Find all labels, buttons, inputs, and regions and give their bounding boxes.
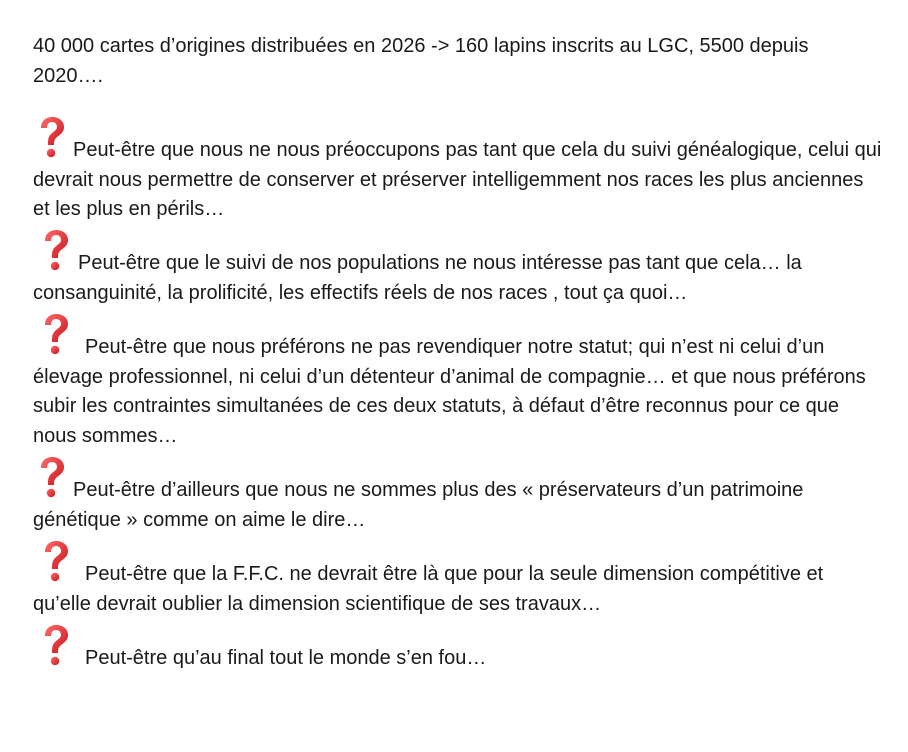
intro-text: 40 000 cartes d’origines distribuées en 2026 -> 160 lapins inscrits au LGC, 5500 depuis 2020…. <box>33 35 809 87</box>
paragraph-3-text: Peut-être que nous préférons ne pas revendiquer notre statut; qui n’est ni celui d’un élevage professionnel, ni celui d’un détenteur d’animal de compagnie… et que nous préférons subir les contraintes simultanées de ces deux statuts, à défaut d’être reconnus pour ce que nous sommes… <box>33 336 866 447</box>
paragraph-1-text: Peut-être que nous ne nous préoccupons pas tant que cela du suivi généalogique, celui qui devrait nous permettre de conserver et préserver intelligemment nos races les plus anciennes et les plus en périls… <box>33 139 882 220</box>
paragraph-4 <box>33 468 883 535</box>
red-question-mark-icon <box>33 468 73 496</box>
paragraph-4-text: Peut-être d’ailleurs que nous ne sommes plus des « préservateurs d’un patrimoine génétique » comme on aime le dire… <box>33 479 804 531</box>
red-question-mark-icon <box>33 636 85 664</box>
paragraph-1 <box>33 128 883 225</box>
red-question-mark-icon <box>33 325 85 353</box>
paragraph-2-text: Peut-être que le suivi de nos populations ne nous intéresse pas tant que cela… la consanguinité, la prolificité, les effectifs réels de nos races , tout ça quoi… <box>33 252 802 304</box>
paragraph-5-text: Peut-être que la F.F.C. ne devrait être là que pour la seule dimension compétitive et qu’elle devrait oublier la dimension scientifique de ses travaux… <box>33 563 824 615</box>
paragraph-3 <box>33 325 883 451</box>
red-question-mark-icon <box>33 128 73 156</box>
red-question-mark-icon <box>33 241 78 269</box>
red-question-mark-icon <box>33 552 85 580</box>
paragraph-6 <box>33 636 883 674</box>
paragraph-6-text: Peut-être qu’au final tout le monde s’en fou… <box>85 647 487 669</box>
paragraph-5 <box>33 552 883 619</box>
paragraph-2 <box>33 241 883 308</box>
